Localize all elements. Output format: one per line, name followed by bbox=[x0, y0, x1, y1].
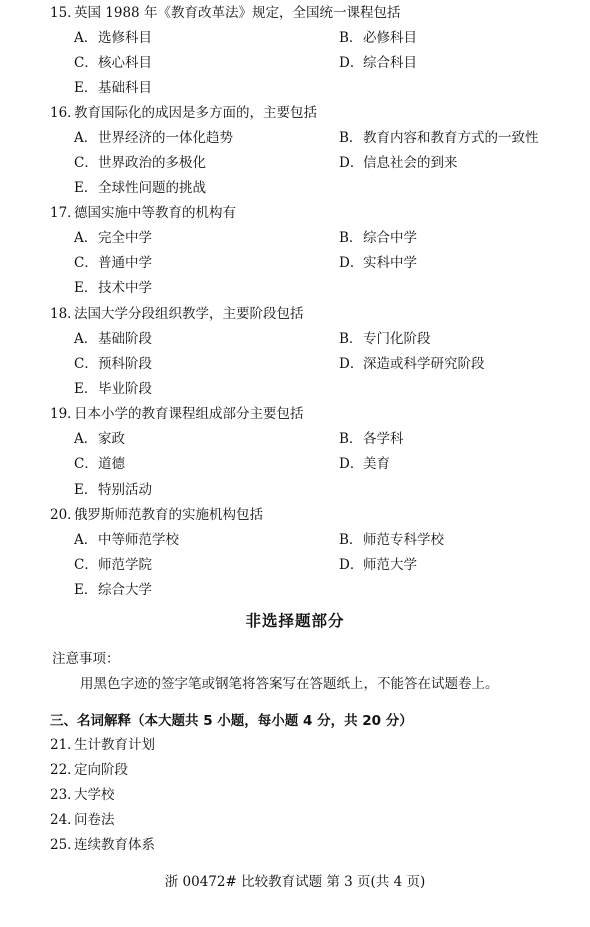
option-label: D． bbox=[339, 255, 364, 271]
option-label: E． bbox=[74, 381, 98, 397]
option-label: D． bbox=[339, 55, 364, 71]
option-16-d bbox=[339, 153, 458, 173]
option-17-e bbox=[74, 278, 152, 298]
option-text: 师范学院 bbox=[98, 557, 152, 573]
term-text: 连续教育体系 bbox=[74, 837, 155, 853]
option-text: 世界经济的一体化趋势 bbox=[98, 130, 233, 146]
option-15-b bbox=[339, 28, 417, 48]
option-text: 综合科目 bbox=[363, 55, 417, 71]
option-label: C． bbox=[74, 255, 98, 271]
option-text: 基础阶段 bbox=[98, 331, 152, 347]
option-text: 毕业阶段 bbox=[98, 381, 152, 397]
option-text: 选修科目 bbox=[98, 30, 152, 46]
option-text: 师范大学 bbox=[363, 557, 417, 573]
option-17-d bbox=[339, 253, 417, 273]
option-19-d bbox=[339, 454, 390, 474]
notice-body: 用黑色字迹的签字笔或钢笔将答案写在答题纸上，不能答在试题卷上。 bbox=[80, 676, 499, 692]
question-19 bbox=[50, 404, 304, 424]
option-label: E． bbox=[74, 80, 98, 96]
option-17-b bbox=[339, 228, 417, 248]
option-text: 家政 bbox=[98, 431, 125, 447]
option-text: 核心科目 bbox=[98, 55, 152, 71]
option-16-e bbox=[74, 178, 206, 198]
part3-heading: 三、名词解释（本大题共 5 小题，每小题 4 分，共 20 分） bbox=[50, 713, 413, 729]
option-label: A． bbox=[74, 130, 98, 146]
notice-heading: 注意事项： bbox=[52, 651, 120, 667]
option-20-c bbox=[74, 555, 152, 575]
option-19-b bbox=[339, 429, 404, 449]
option-16-b bbox=[339, 128, 539, 148]
question-text: 教育国际化的成因是多方面的，主要包括 bbox=[74, 105, 317, 121]
option-label: D． bbox=[339, 456, 364, 472]
option-label: A． bbox=[74, 431, 98, 447]
option-label: B． bbox=[339, 30, 363, 46]
question-number: 18． bbox=[50, 306, 81, 322]
option-text: 深造或科学研究阶段 bbox=[363, 356, 485, 372]
option-label: E． bbox=[74, 280, 98, 296]
option-20-d bbox=[339, 555, 417, 575]
option-20-b bbox=[339, 530, 444, 550]
question-16 bbox=[50, 103, 317, 123]
option-label: C． bbox=[74, 155, 98, 171]
term-22 bbox=[50, 760, 128, 780]
option-15-a bbox=[74, 28, 152, 48]
option-text: 综合大学 bbox=[98, 582, 152, 598]
option-text: 教育内容和教育方式的一致性 bbox=[363, 130, 539, 146]
option-15-e bbox=[74, 78, 152, 98]
option-label: A． bbox=[74, 230, 98, 246]
option-text: 实科中学 bbox=[363, 255, 417, 271]
term-number: 21． bbox=[50, 737, 81, 753]
option-label: D． bbox=[339, 155, 364, 171]
option-18-d bbox=[339, 354, 485, 374]
option-label: E． bbox=[74, 482, 98, 498]
option-16-c bbox=[74, 153, 206, 173]
option-18-b bbox=[339, 329, 431, 349]
question-text: 德国实施中等教育的机构有 bbox=[74, 205, 236, 221]
question-text: 英国 1988 年《教育改革法》规定，全国统一课程包括 bbox=[74, 5, 401, 21]
term-text: 生计教育计划 bbox=[74, 737, 155, 753]
option-label: C． bbox=[74, 456, 98, 472]
option-text: 世界政治的多极化 bbox=[98, 155, 206, 171]
option-text: 基础科目 bbox=[98, 80, 152, 96]
page-footer: 浙 00472# 比较教育试题 第 3 页(共 4 页) bbox=[164, 874, 426, 890]
question-number: 20． bbox=[50, 507, 81, 523]
option-label: B． bbox=[339, 230, 363, 246]
option-16-a bbox=[74, 128, 233, 148]
term-text: 问卷法 bbox=[74, 812, 115, 828]
option-label: B． bbox=[339, 532, 363, 548]
question-17 bbox=[50, 203, 236, 223]
option-18-c bbox=[74, 354, 152, 374]
question-18 bbox=[50, 304, 304, 324]
option-text: 专门化阶段 bbox=[363, 331, 431, 347]
option-18-e bbox=[74, 379, 152, 399]
option-15-c bbox=[74, 53, 152, 73]
option-text: 师范专科学校 bbox=[363, 532, 444, 548]
term-number: 25． bbox=[50, 837, 81, 853]
option-20-a bbox=[74, 530, 179, 550]
option-text: 综合中学 bbox=[363, 230, 417, 246]
option-label: C． bbox=[74, 356, 98, 372]
option-text: 预科阶段 bbox=[98, 356, 152, 372]
option-text: 全球性问题的挑战 bbox=[98, 180, 206, 196]
option-19-c bbox=[74, 454, 125, 474]
term-25 bbox=[50, 835, 155, 855]
option-label: A． bbox=[74, 30, 98, 46]
option-19-a bbox=[74, 429, 125, 449]
question-text: 法国大学分段组织教学，主要阶段包括 bbox=[74, 306, 304, 322]
option-label: C． bbox=[74, 55, 98, 71]
term-21 bbox=[50, 735, 155, 755]
option-text: 中等师范学校 bbox=[98, 532, 179, 548]
option-18-a bbox=[74, 329, 152, 349]
option-label: B． bbox=[339, 431, 363, 447]
question-20 bbox=[50, 505, 263, 525]
option-label: B． bbox=[339, 130, 363, 146]
term-24 bbox=[50, 810, 115, 830]
option-label: C． bbox=[74, 557, 98, 573]
option-label: B． bbox=[339, 331, 363, 347]
term-23 bbox=[50, 785, 115, 805]
option-15-d bbox=[339, 53, 417, 73]
option-text: 各学科 bbox=[363, 431, 404, 447]
option-20-e bbox=[74, 580, 152, 600]
question-number: 17． bbox=[50, 205, 81, 221]
question-15 bbox=[50, 3, 400, 23]
option-text: 信息社会的到来 bbox=[363, 155, 458, 171]
option-label: D． bbox=[339, 356, 364, 372]
option-label: E． bbox=[74, 582, 98, 598]
question-number: 15． bbox=[50, 5, 81, 21]
term-number: 24． bbox=[50, 812, 81, 828]
question-text: 日本小学的教育课程组成部分主要包括 bbox=[74, 406, 304, 422]
term-text: 大学校 bbox=[74, 787, 115, 803]
option-text: 技术中学 bbox=[98, 280, 152, 296]
term-text: 定向阶段 bbox=[74, 762, 128, 778]
option-17-a bbox=[74, 228, 152, 248]
section-title: 非选择题部分 bbox=[245, 612, 345, 630]
term-number: 23． bbox=[50, 787, 81, 803]
option-text: 必修科目 bbox=[363, 30, 417, 46]
option-text: 特别活动 bbox=[98, 482, 152, 498]
option-label: E． bbox=[74, 180, 98, 196]
question-number: 16． bbox=[50, 105, 81, 121]
option-text: 道德 bbox=[98, 456, 125, 472]
term-number: 22． bbox=[50, 762, 81, 778]
option-label: A． bbox=[74, 532, 98, 548]
option-text: 美育 bbox=[363, 456, 390, 472]
question-number: 19． bbox=[50, 406, 81, 422]
option-text: 普通中学 bbox=[98, 255, 152, 271]
question-text: 俄罗斯师范教育的实施机构包括 bbox=[74, 507, 263, 523]
option-19-e bbox=[74, 480, 152, 500]
option-label: A． bbox=[74, 331, 98, 347]
option-label: D． bbox=[339, 557, 364, 573]
option-17-c bbox=[74, 253, 152, 273]
option-text: 完全中学 bbox=[98, 230, 152, 246]
